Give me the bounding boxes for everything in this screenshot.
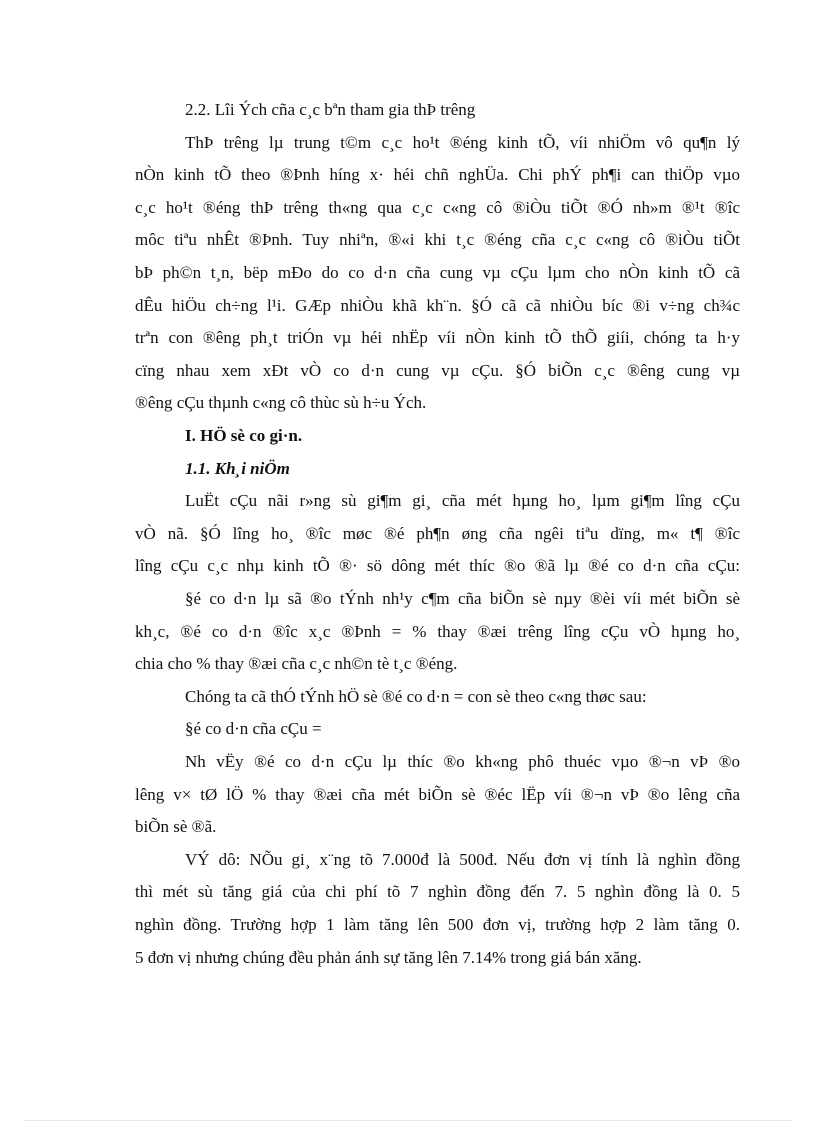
text-line: dÊu hiÖu ch÷ng l¹i. GÆp nhiÒu khã kh¨n. §Ó cã cã nhiÒu bíc ®i v÷ng ch¾c bbox=[135, 296, 740, 315]
text-line: biÕn sè ®ã. bbox=[135, 817, 217, 836]
text-line: nghìn đồng. Trường hợp 1 làm tăng lên 500 đơn vị, trường hợp 2 làm tăng 0. bbox=[135, 915, 740, 934]
text-line: Chóng ta cã thÓ tÝnh hÖ sè ®é co d·n = con sè theo c«ng thøc sau: bbox=[185, 687, 647, 706]
text-line: ThÞ trêng lµ trung t©m c¸c ho¹t ®éng kinh tÕ, víi nhiÖm vô qu¶n lý bbox=[185, 133, 740, 152]
text-line: kh¸c, ®é co d·n ®îc x¸c ®Þnh = % thay ®æi trêng lîng cÇu vÒ hµng ho¸ bbox=[135, 622, 740, 641]
text-line: nÒn kinh tÕ theo ®Þnh híng x· héi chñ nghÜa. Chi phÝ ph¶i can thiÖp vµo bbox=[135, 165, 740, 184]
section-heading: 2.2. Lîi Ých cña c¸c bªn tham gia thÞ trêng bbox=[185, 100, 476, 119]
text-line: thì mét sù tăng giá của chi phí tõ 7 nghìn đồng đến 7. 5 nghìn đồng là 0. 5 bbox=[135, 882, 740, 901]
section-title: I. HÖ sè co gi·n. bbox=[185, 426, 303, 445]
page-bottom-divider bbox=[25, 1120, 791, 1121]
text-line: lîng cÇu c¸c nhµ kinh tÕ ®· sö dông mét thíc ®o ®ã lµ ®é co d·n cña cÇu: bbox=[135, 556, 740, 575]
text-line: môc tiªu nhÊt ®Þnh. Tuy nhiªn, ®«i khi t¸c ®éng cña c¸c c«ng cô ®iÒu tiÕt bbox=[135, 230, 740, 249]
text-line: vÒ nã. §Ó lîng ho¸ ®îc møc ®é ph¶n øng cña ngêi tiªu dïng, m« t¶ ®îc bbox=[135, 524, 740, 543]
text-line: trªn con ®êng ph¸t triÓn vµ héi nhËp víi nÒn kinh tÕ thÕ giíi, chóng ta h·y bbox=[135, 328, 740, 347]
text-line: ®êng cÇu thµnh c«ng cô thùc sù h÷u Ých. bbox=[135, 393, 427, 412]
text-line: Nh vËy ®é co d·n cÇu lµ thíc ®o kh«ng phô thuéc vµo ®¬n vÞ ®o bbox=[185, 752, 740, 771]
text-line: bÞ ph©n t¸n, bëp mÐo do co d·n cña cung vµ cÇu lµm cho nÒn kinh tÕ cã bbox=[135, 263, 740, 282]
text-line: 5 đơn vị nhưng chúng đều phản ánh sự tăng lên 7.14% trong giá bán xăng. bbox=[135, 948, 642, 967]
text-line: lêng v× tØ lÖ % thay ®æi cña mét biÕn sè ®éc lËp víi ®¬n vÞ ®o lêng cña bbox=[135, 785, 740, 804]
text-line: c¸c ho¹t ®éng thÞ trêng th«ng qua c¸c c«ng cô ®iÒu tiÕt ®Ó nh»m ®¹t ®îc bbox=[135, 198, 740, 217]
text-line: LuËt cÇu nãi r»ng sù gi¶m gi¸ cña mét hµng ho¸ lµm gi¶m lîng cÇu bbox=[185, 491, 740, 510]
text-line: VÝ dô: NÕu gi¸ x¨ng tõ 7.000đ là 500đ. Nếu đơn vị tính là nghìn đồng bbox=[185, 850, 740, 869]
text-line: chia cho % thay ®æi cña c¸c nh©n tè t¸c ®éng. bbox=[135, 654, 458, 673]
text-line: §é co d·n lµ sã ®o tÝnh nh¹y c¶m cña biÕn sè nµy ®èi víi mét biÕn sè bbox=[185, 589, 740, 608]
text-line: cïng nhau xem xÐt vÒ co d·n cung vµ cÇu. §Ó biÕn c¸c ®êng cung vµ bbox=[135, 361, 740, 380]
formula-line: §é co d·n cña cÇu = bbox=[185, 719, 322, 738]
subsection-title: 1.1. Kh¸i niÖm bbox=[185, 459, 290, 478]
